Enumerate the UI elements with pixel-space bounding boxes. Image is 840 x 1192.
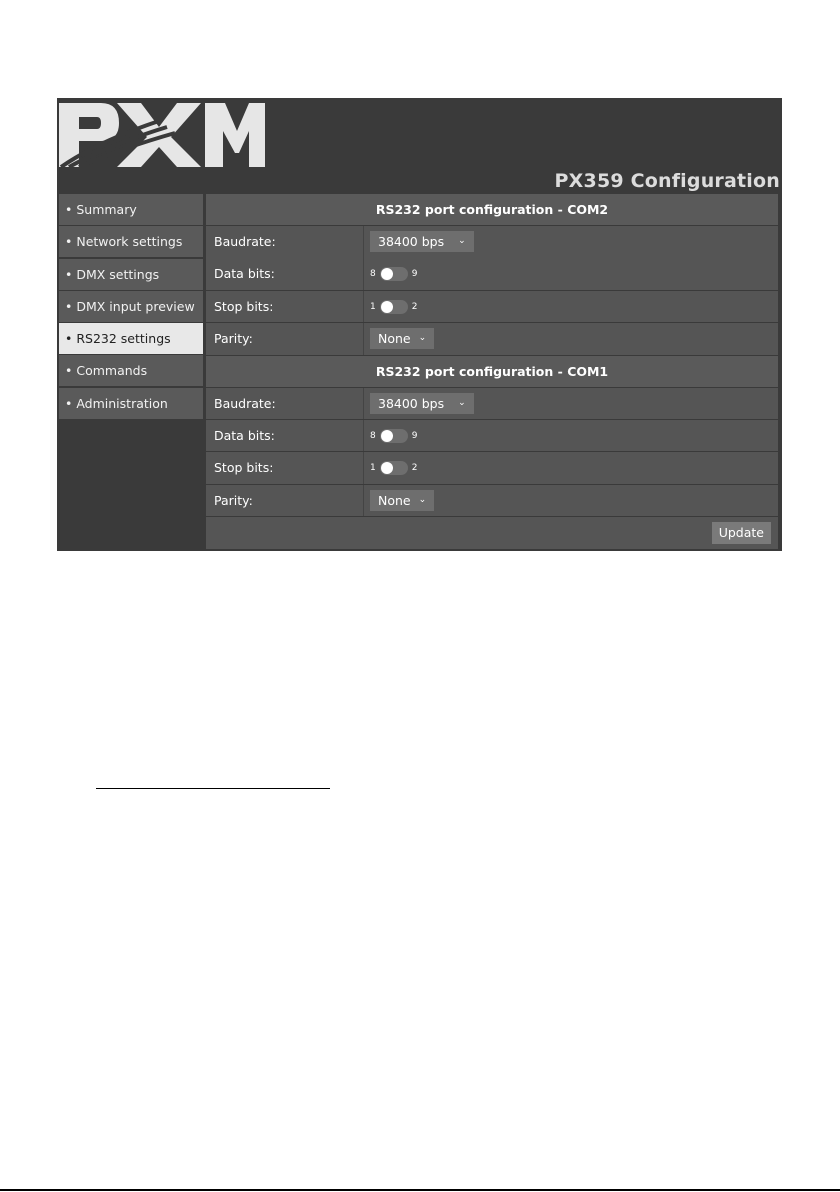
com2-baudrate-label: Baudrate: <box>206 226 364 258</box>
com1-stop-bits-toggle[interactable] <box>380 461 408 475</box>
page-title: PX359 Configuration <box>554 170 780 192</box>
page-bottom-rule <box>0 1189 840 1191</box>
com2-stop-bits-label: Stop bits: <box>206 291 364 323</box>
chevron-down-icon: ⌄ <box>458 236 466 247</box>
com1-parity-label: Parity: <box>206 485 364 517</box>
form-footer <box>206 517 778 549</box>
header <box>57 98 782 192</box>
com1-parity-row <box>206 485 778 517</box>
com1-section-title: RS232 port configuration - COM1 <box>206 356 778 387</box>
com1-data-bits-label: Data bits: <box>206 420 364 452</box>
com1-stop-bits-left-label: 1 <box>370 463 376 474</box>
com2-section-title: RS232 port configuration - COM2 <box>206 194 778 225</box>
com1-baudrate-label: Baudrate: <box>206 388 364 420</box>
com2-stop-bits-row <box>206 291 778 323</box>
com1-data-bits-toggle[interactable] <box>380 429 408 443</box>
com2-baudrate-select[interactable] <box>370 231 474 252</box>
com1-parity-value: None <box>378 492 411 508</box>
com1-stop-bits-right-label: 2 <box>411 463 418 474</box>
com2-data-bits-right-label: 9 <box>411 269 418 280</box>
com2-data-bits-label: Data bits: <box>206 258 364 290</box>
sidebar-item-network-settings[interactable]: • Network settings <box>59 226 203 257</box>
chevron-down-icon: ⌄ <box>458 397 466 408</box>
toggle-knob <box>381 430 393 442</box>
update-button[interactable]: Update <box>712 522 771 544</box>
com1-data-bits-row <box>206 420 778 452</box>
main-content <box>206 194 778 549</box>
com1-baudrate-select[interactable] <box>370 393 474 414</box>
com2-baudrate-row <box>206 226 778 258</box>
sidebar-item-rs232-settings[interactable]: • RS232 settings <box>59 323 203 354</box>
com2-data-bits-row <box>206 258 778 290</box>
com1-stop-bits-label: Stop bits: <box>206 452 364 484</box>
com2-stop-bits-toggle[interactable] <box>380 300 408 314</box>
com1-baudrate-row <box>206 388 778 420</box>
com2-baudrate-value: 38400 bps <box>378 234 445 250</box>
toggle-knob <box>381 268 393 280</box>
sidebar-item-administration[interactable]: • Administration <box>59 388 203 419</box>
com1-parity-select[interactable] <box>370 490 434 511</box>
toggle-knob <box>381 301 393 313</box>
com2-stop-bits-left-label: 1 <box>370 301 376 312</box>
chevron-down-icon: ⌄ <box>418 494 427 505</box>
sidebar-item-dmx-settings[interactable]: • DMX settings <box>59 259 203 290</box>
sidebar <box>59 194 203 549</box>
com2-stop-bits-right-label: 2 <box>411 301 418 312</box>
sidebar-item-summary[interactable]: • Summary <box>59 194 203 225</box>
com2-parity-label: Parity: <box>206 323 364 355</box>
sidebar-item-commands[interactable]: • Commands <box>59 355 203 386</box>
pxm-logo <box>59 101 265 173</box>
com2-data-bits-left-label: 8 <box>370 269 376 280</box>
chevron-down-icon: ⌄ <box>418 333 427 344</box>
com2-parity-row <box>206 323 778 355</box>
toggle-knob <box>381 462 393 474</box>
com1-data-bits-left-label: 8 <box>370 430 376 441</box>
com1-data-bits-right-label: 9 <box>411 430 418 441</box>
sidebar-item-dmx-input-preview[interactable]: • DMX input preview <box>59 291 203 322</box>
com2-data-bits-toggle[interactable] <box>380 267 408 281</box>
com1-baudrate-value: 38400 bps <box>378 395 445 411</box>
com1-stop-bits-row <box>206 452 778 484</box>
footnote-rule <box>96 788 330 789</box>
com2-parity-select[interactable] <box>370 328 434 349</box>
com2-parity-value: None <box>378 331 411 347</box>
app-window <box>57 98 782 551</box>
